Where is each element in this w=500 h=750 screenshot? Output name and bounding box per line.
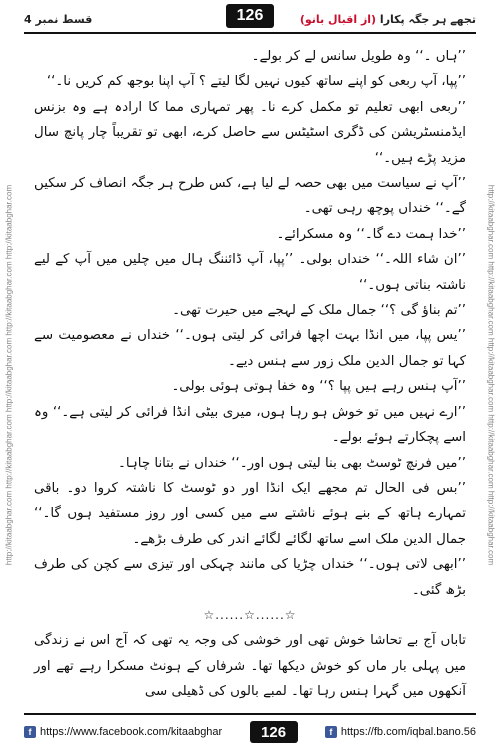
facebook-page-url: https://www.facebook.com/kitaabghar (40, 726, 223, 738)
author-facebook-url: https://fb.com/iqbal.bano.56 (340, 726, 476, 738)
section-separator: ☆......☆......☆ (203, 607, 297, 622)
header-divider (24, 32, 476, 34)
author-facebook-link[interactable] (325, 726, 476, 738)
author-name: (از اقبال بانو) (299, 12, 377, 26)
facebook-page-link[interactable] (24, 726, 222, 738)
paragraph: ’’آپ نے سیاست میں بھی حصہ لے لیا ہے، کس طرح ہر جگہ انصاف کر سکیں گے۔‘‘ خنداں پوچھ رہی تھی۔ (34, 176, 466, 217)
paragraph: ’’بس فی الحال تم مجھے ایک انڈا اور دو ٹوسٹ کا ناشتہ کروا دو۔ باقی تمہارے ہاتھ کے بنے ہوئے ناشتے سے میں کسی اور روز مستفید ہوں گا۔‘‘ جمال الدین ملک اسے ساتھ لگائے لگائے اندر کی طرف بڑھے۔ (34, 480, 466, 547)
paragraph: ’’یس پپا، میں انڈا بہت اچھا فرائی کر لیتی ہوں۔‘‘ خنداں نے معصومیت سے کہا تو جمال الدین ملک زور سے ہنس دیے۔ (34, 328, 466, 369)
right-margin-url: http://kitaabghar.com http://kitaabghar.com http://kitaabghar.com http://kitaabghar.com http://kitaabghar.com (486, 184, 496, 566)
footer-divider (24, 713, 476, 715)
paragraph: ’’خدا ہمت دے گا۔‘‘ وہ مسکرائے۔ (276, 226, 466, 242)
page-footer (24, 718, 476, 746)
paragraph: ’’ارے نہیں میں تو خوش ہو رہا ہوں، میری بیٹی انڈا فرائی کر لیتی ہے۔‘‘ وہ اسے پچکارتے ہوئے بولے۔ (34, 404, 466, 446)
paragraph: ’’ان شاء اللہ۔‘‘ خنداں بولی۔ ’’پپا، آپ ڈائننگ ہال میں چلیں میں آپ کے لیے ناشتہ بناتی ہوں۔‘‘ (34, 252, 466, 293)
facebook-icon: f (325, 726, 337, 738)
paragraph: ’’ربعی ابھی تعلیم تو مکمل کرے نا۔ پھر تمہاری مما کا ارادہ ہے وہ بزنس ایڈمنسٹریشن کی ڈگری اسٹیٹس سے حاصل کرے، ابھی تو تقریباً چار پانچ سال مزید پڑے ہیں۔‘‘ (34, 99, 466, 166)
paragraph: ’’ابھی لاتی ہوں۔‘‘ خنداں چڑیا کی مانند چہکی اور تیزی سے کچن کی طرف بڑھ گئی۔ (34, 557, 466, 598)
footer-page-number: 126 (250, 721, 298, 743)
paragraph: ’’آپ ہنس رہے ہیں پپا ؟‘‘ وہ خفا ہوتی ہوئی بولی۔ (171, 379, 466, 395)
header-page-number: 126 (226, 4, 274, 28)
paragraph: ’’تم بناؤ گی ؟‘‘ جمال ملک کے لہجے میں حیرت تھی۔ (172, 303, 466, 319)
title-block (300, 13, 476, 26)
paragraph: ’’پپا، آپ ربعی کو اپنے ساتھ کیوں نہیں لگا لیتے ؟ آپ اپنا بوجھ کم کریں نا۔‘‘ (46, 74, 466, 90)
paragraph: ’’میں فرنچ ٹوسٹ بھی بنا لیتی ہوں اور۔‘‘ خنداں نے بتانا چاہا۔ (117, 455, 466, 471)
right-margin-watermark (484, 40, 498, 710)
left-margin-url: http://kitaabghar.com http://kitaabghar.com http://kitaabghar.com http://kitaabghar.com http://kitaabghar.com (4, 184, 14, 566)
novel-title: تجھے ہر جگہ پکارا (379, 12, 476, 26)
episode-label: قسط نمبر 4 (24, 12, 93, 26)
story-text (34, 44, 466, 708)
paragraph: ’’ہاں ۔‘‘ وہ طویل سانس لے کر بولے۔ (251, 49, 466, 64)
closing-paragraph: تاباں آج بے تحاشا خوش تھی اور خوشی کی وجہ یہ تھی کہ آج اس نے زندگی میں پہلی بار ماں کو خوش دیکھا تھا۔ شرفاں کے ہونٹ مسکرا رہے تھے اور آنکھوں میں گہرا ہنس رہا تھا۔ لمبے بالوں کی ڈھیلی سی (34, 633, 466, 700)
facebook-icon: f (24, 726, 36, 738)
left-margin-watermark (2, 40, 16, 710)
